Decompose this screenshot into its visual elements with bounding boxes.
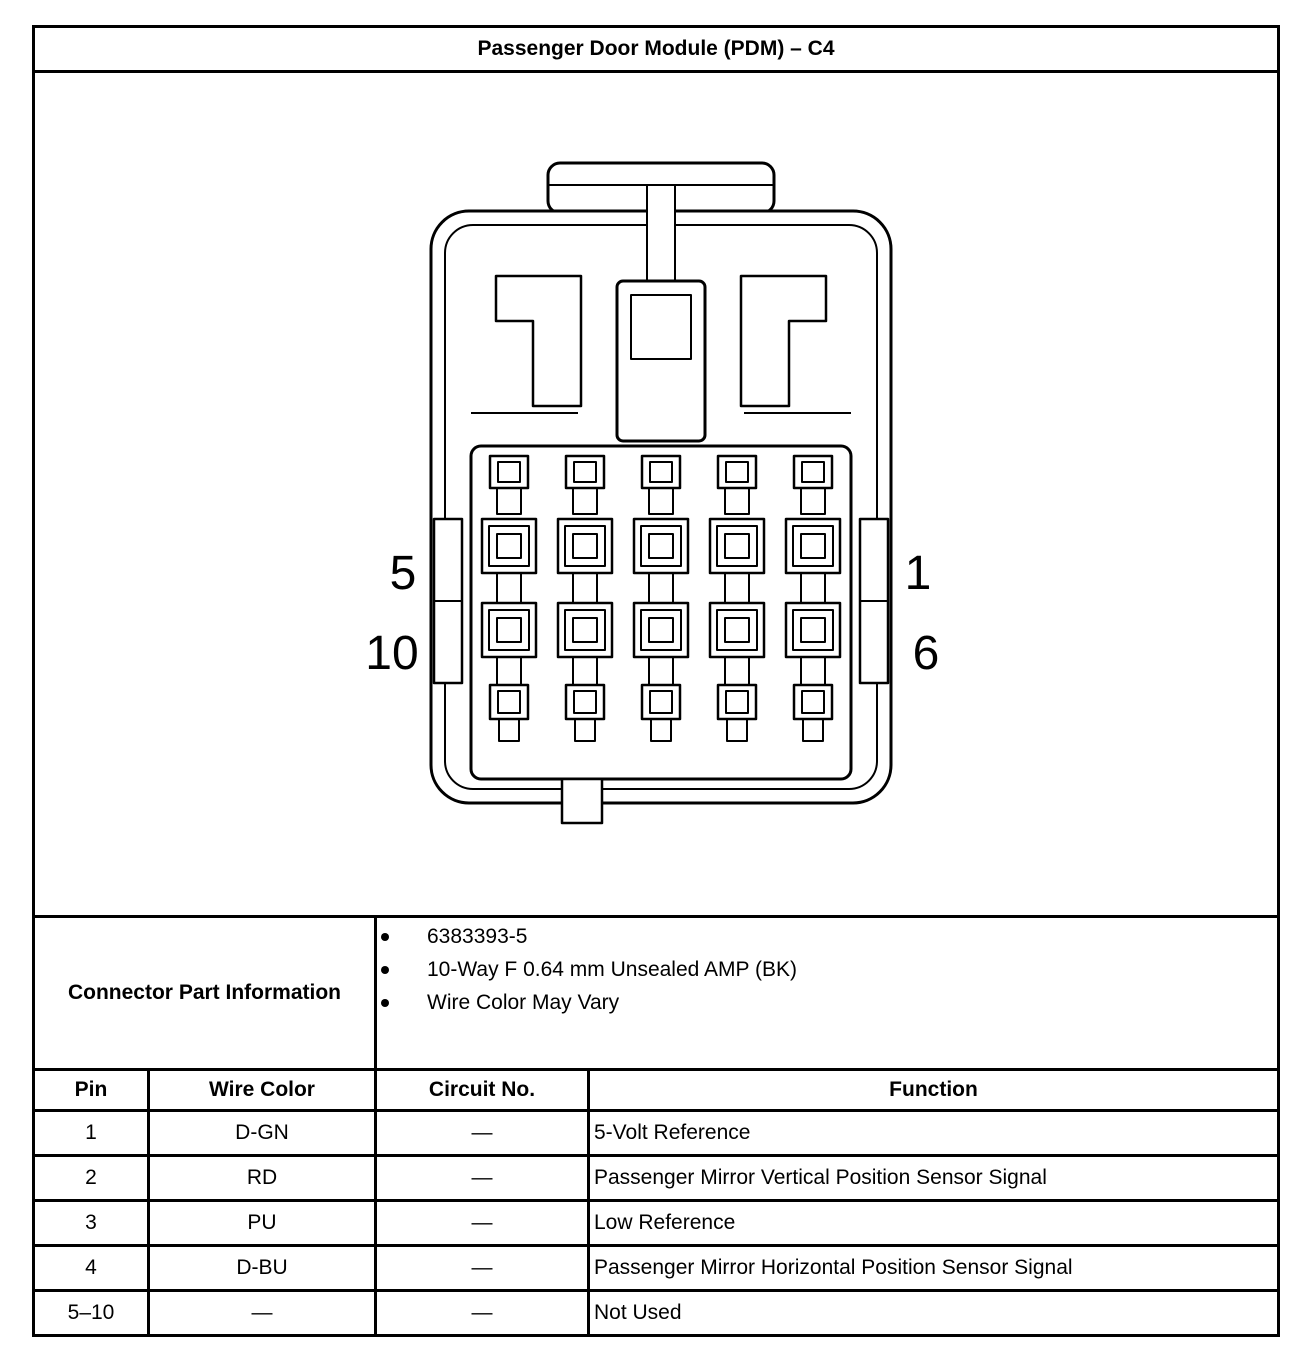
circuit-cell: — bbox=[376, 1111, 589, 1156]
function-cell: Passenger Mirror Horizontal Position Sensor Signal bbox=[589, 1246, 1279, 1291]
connector-face-diagram bbox=[346, 141, 966, 841]
column-header-function: Function bbox=[589, 1070, 1279, 1111]
circuit-cell: — bbox=[376, 1291, 589, 1336]
connector-part-info-details bbox=[376, 917, 1279, 1070]
bullet-icon bbox=[381, 933, 389, 941]
pin-cell: 1 bbox=[34, 1111, 149, 1156]
circuit-cell: — bbox=[376, 1156, 589, 1201]
bullet-icon bbox=[381, 999, 389, 1007]
pin-label-6: 6 bbox=[912, 627, 940, 680]
list-item bbox=[381, 986, 1273, 1019]
list-item bbox=[381, 953, 1273, 986]
function-cell: Not Used bbox=[589, 1291, 1279, 1336]
wire-color-cell: D-GN bbox=[149, 1111, 376, 1156]
part-info-bullet-list bbox=[381, 920, 1273, 1019]
document-page bbox=[32, 25, 1280, 1337]
pin-label-1: 1 bbox=[904, 547, 932, 600]
connector-description: 10-Way F 0.64 mm Unsealed AMP (BK) bbox=[427, 958, 797, 981]
pin-cell: 3 bbox=[34, 1201, 149, 1246]
connector-body bbox=[431, 163, 891, 823]
list-item bbox=[381, 920, 1273, 953]
function-cell: Low Reference bbox=[589, 1201, 1279, 1246]
wire-color-cell: RD bbox=[149, 1156, 376, 1201]
wire-color-cell: D-BU bbox=[149, 1246, 376, 1291]
wire-color-cell: PU bbox=[149, 1201, 376, 1246]
column-header-pin: Pin bbox=[34, 1070, 149, 1111]
connector-diagram-cell bbox=[34, 72, 1279, 917]
table-row bbox=[34, 1156, 1279, 1201]
wire-color-note: Wire Color May Vary bbox=[427, 991, 620, 1014]
pin-cell: 4 bbox=[34, 1246, 149, 1291]
table-row bbox=[34, 1246, 1279, 1291]
pin-label-10: 10 bbox=[365, 627, 419, 680]
circuit-cell: — bbox=[376, 1246, 589, 1291]
pin-table-header-row bbox=[34, 1070, 1279, 1111]
pin-cell: 5–10 bbox=[34, 1291, 149, 1336]
table-row bbox=[34, 1291, 1279, 1336]
page-title: Passenger Door Module (PDM) – C4 bbox=[34, 27, 1279, 72]
bottom-index-tab bbox=[562, 779, 602, 823]
circuit-cell: — bbox=[376, 1201, 589, 1246]
pin-cell: 2 bbox=[34, 1156, 149, 1201]
wire-color-cell: — bbox=[149, 1291, 376, 1336]
pin-label-5: 5 bbox=[389, 547, 417, 600]
table-row bbox=[34, 1201, 1279, 1246]
bullet-icon bbox=[381, 966, 389, 974]
column-header-wire-color: Wire Color bbox=[149, 1070, 376, 1111]
connector-document-table bbox=[32, 25, 1280, 1337]
column-header-circuit-no: Circuit No. bbox=[376, 1070, 589, 1111]
table-row bbox=[34, 1111, 1279, 1156]
function-cell: Passenger Mirror Vertical Position Sensor Signal bbox=[589, 1156, 1279, 1201]
function-cell: 5-Volt Reference bbox=[589, 1111, 1279, 1156]
connector-part-info-label: Connector Part Information bbox=[34, 917, 376, 1070]
part-number: 6383393-5 bbox=[427, 925, 528, 948]
